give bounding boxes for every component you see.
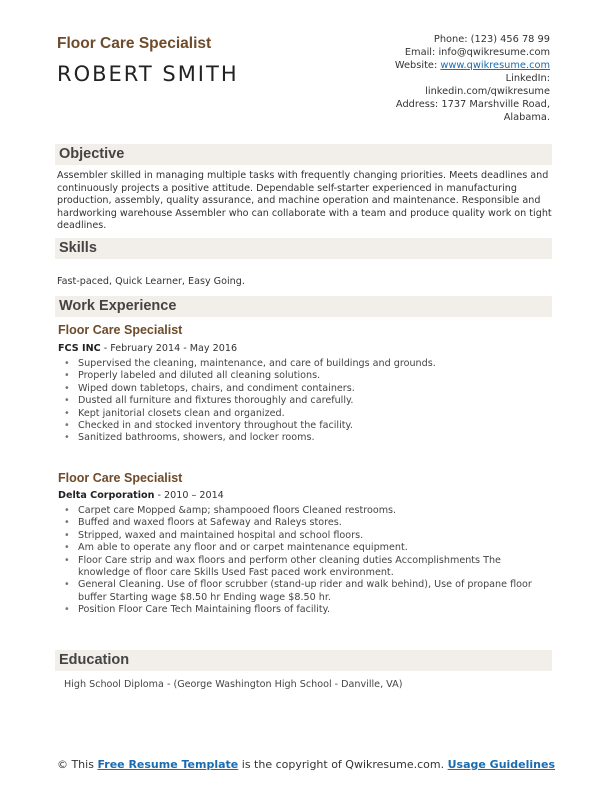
- job-company: FCS INC: [58, 343, 101, 354]
- free-resume-template-link[interactable]: Free Resume Template: [97, 758, 239, 771]
- section-title-education: Education: [59, 652, 130, 668]
- footer-middle: is the copyright of Qwikresume.com.: [238, 758, 448, 771]
- job-dates: - 2010 – 2014: [154, 490, 224, 501]
- list-item: • Am able to operate any floor and or carpet maintenance equipment.: [64, 542, 552, 554]
- list-item: • Position Floor Care Tech Maintaining floors of facility.: [64, 604, 552, 616]
- job-bullets: [64, 505, 552, 617]
- list-item: • Wiped down tabletops, chairs, and condiment containers.: [64, 383, 552, 395]
- list-item: • Stripped, waxed and maintained hospital and school floors.: [64, 530, 552, 542]
- skills-text: Fast-paced, Quick Learner, Easy Going.: [57, 276, 245, 287]
- contact-website-label: Website:: [394, 60, 441, 71]
- contact-linkedin-url: linkedin.com/qwikresume: [425, 86, 550, 97]
- list-item: • Checked in and stocked inventory throughout the facility.: [64, 420, 552, 432]
- section-title-skills: Skills: [59, 240, 97, 256]
- contact-email: Email: info@qwikresume.com: [404, 47, 550, 58]
- list-item: • Kept janitorial closets clean and organized.: [64, 408, 552, 420]
- usage-guidelines-link[interactable]: Usage Guidelines: [447, 758, 556, 771]
- objective-text: Assembler skilled in managing multiple tasks with frequently changing priorities. Meets deadlines and continuously projects a positive attitude. Dependable self-starter experienced in manufacturing production, assembly, quality assurance, and machine operation and maintenance. Responsible and hardworking warehouse Assembler who can collaborate with a team and produce quality work on tight deadlines.: [57, 170, 552, 232]
- job-dates: - February 2014 - May 2016: [100, 343, 238, 354]
- list-item: • Carpet care Mopped &amp; shampooed floors Cleaned restrooms.: [64, 505, 552, 517]
- list-item: • Supervised the cleaning, maintenance, and care of buildings and grounds.: [64, 358, 552, 370]
- contact-block: [320, 33, 550, 124]
- list-item: • Sanitized bathrooms, showers, and locker rooms.: [64, 432, 552, 444]
- job-bullets: [64, 358, 552, 445]
- list-item: • General Cleaning. Use of floor scrubber (stand-up rider and walk behind), Use of propane floor buffer Starting wage $8.50 hr Ending wage $8.50 hr.: [64, 579, 552, 604]
- job-title: Floor Care Specialist: [58, 471, 183, 485]
- job-company-line: [58, 343, 237, 354]
- section-title-objective: Objective: [59, 146, 125, 162]
- objective-section-header: [55, 144, 552, 165]
- contact-website: [320, 59, 550, 72]
- footer-copyright: [0, 758, 612, 772]
- resume-job-title: Floor Care Specialist: [57, 35, 212, 52]
- contact-address: Address: 1737 Marshville Road,: [395, 99, 550, 110]
- list-item: • Buffed and waxed floors at Safeway and Raleys stores.: [64, 517, 552, 529]
- list-item: • Floor Care strip and wax floors and perform other cleaning duties Accomplishments The knowledge of floor care Skills Used Fast paced work environment.: [64, 555, 552, 580]
- candidate-name: ROBERT SMITH: [57, 62, 239, 86]
- contact-address-line2: Alabama.: [503, 112, 550, 123]
- job-company-line: [58, 490, 224, 501]
- contact-linkedin-label: LinkedIn:: [505, 73, 550, 84]
- education-section-header: [55, 650, 552, 671]
- education-entry: High School Diploma - (George Washington High School - Danville, VA): [64, 679, 403, 690]
- footer-prefix: © This: [56, 758, 98, 771]
- contact-phone: Phone: (123) 456 78 99: [433, 34, 550, 45]
- list-item: • Properly labeled and diluted all cleaning solutions.: [64, 370, 552, 382]
- list-item: • Dusted all furniture and fixtures thoroughly and carefully.: [64, 395, 552, 407]
- job-company: Delta Corporation: [58, 490, 155, 501]
- job-title: Floor Care Specialist: [58, 323, 183, 337]
- website-link[interactable]: www.qwikresume.com: [440, 60, 550, 71]
- section-title-work: Work Experience: [59, 298, 177, 314]
- work-section-header: [55, 296, 552, 317]
- skills-section-header: [55, 238, 552, 259]
